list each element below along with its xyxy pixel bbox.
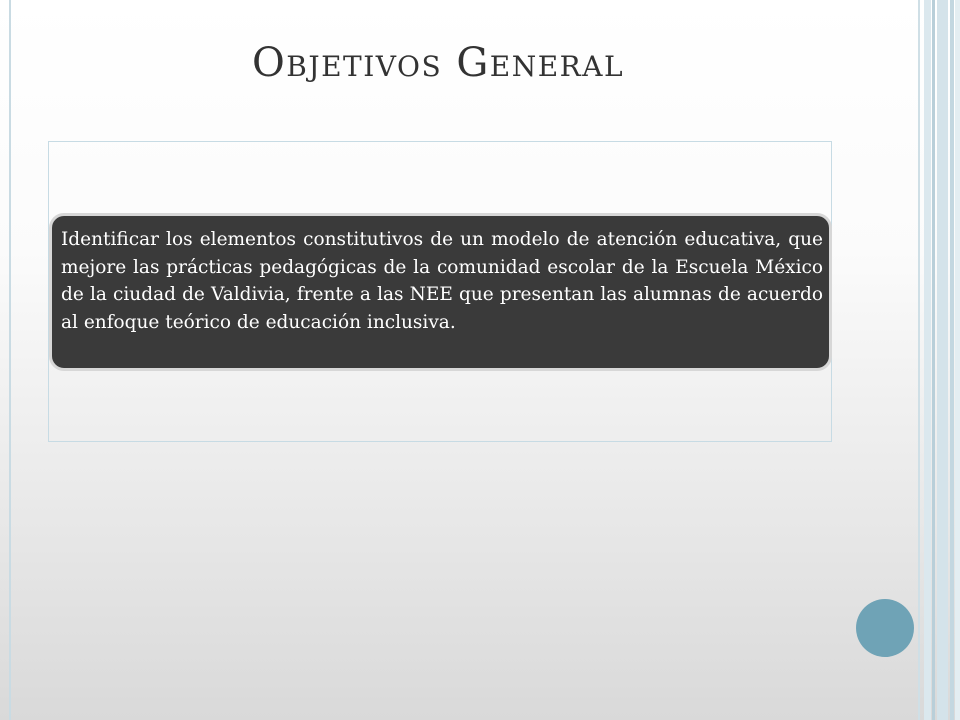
right-decor-stripe: [955, 0, 960, 720]
right-decor-stripe: [932, 0, 935, 720]
left-border-line: [9, 0, 11, 720]
slide-title: Objetivos General: [252, 40, 625, 86]
right-decor-stripe: [924, 0, 931, 720]
objective-box: [49, 213, 832, 371]
right-decor-stripe: [918, 0, 920, 720]
right-decor-stripe: [950, 0, 954, 720]
right-decor-stripe: [937, 0, 948, 720]
objective-text: Identificar los elementos constitutivos de un modelo de atención educativa, que mejore las prácticas pedagógicas de la comunidad escolar de la Escuela México de la ciudad de Valdivia, frente a las NEE que presentan las alumnas de acuerdo al enfoque teórico de educación inclusiva.: [61, 229, 823, 333]
corner-circle-decoration: [856, 599, 914, 657]
